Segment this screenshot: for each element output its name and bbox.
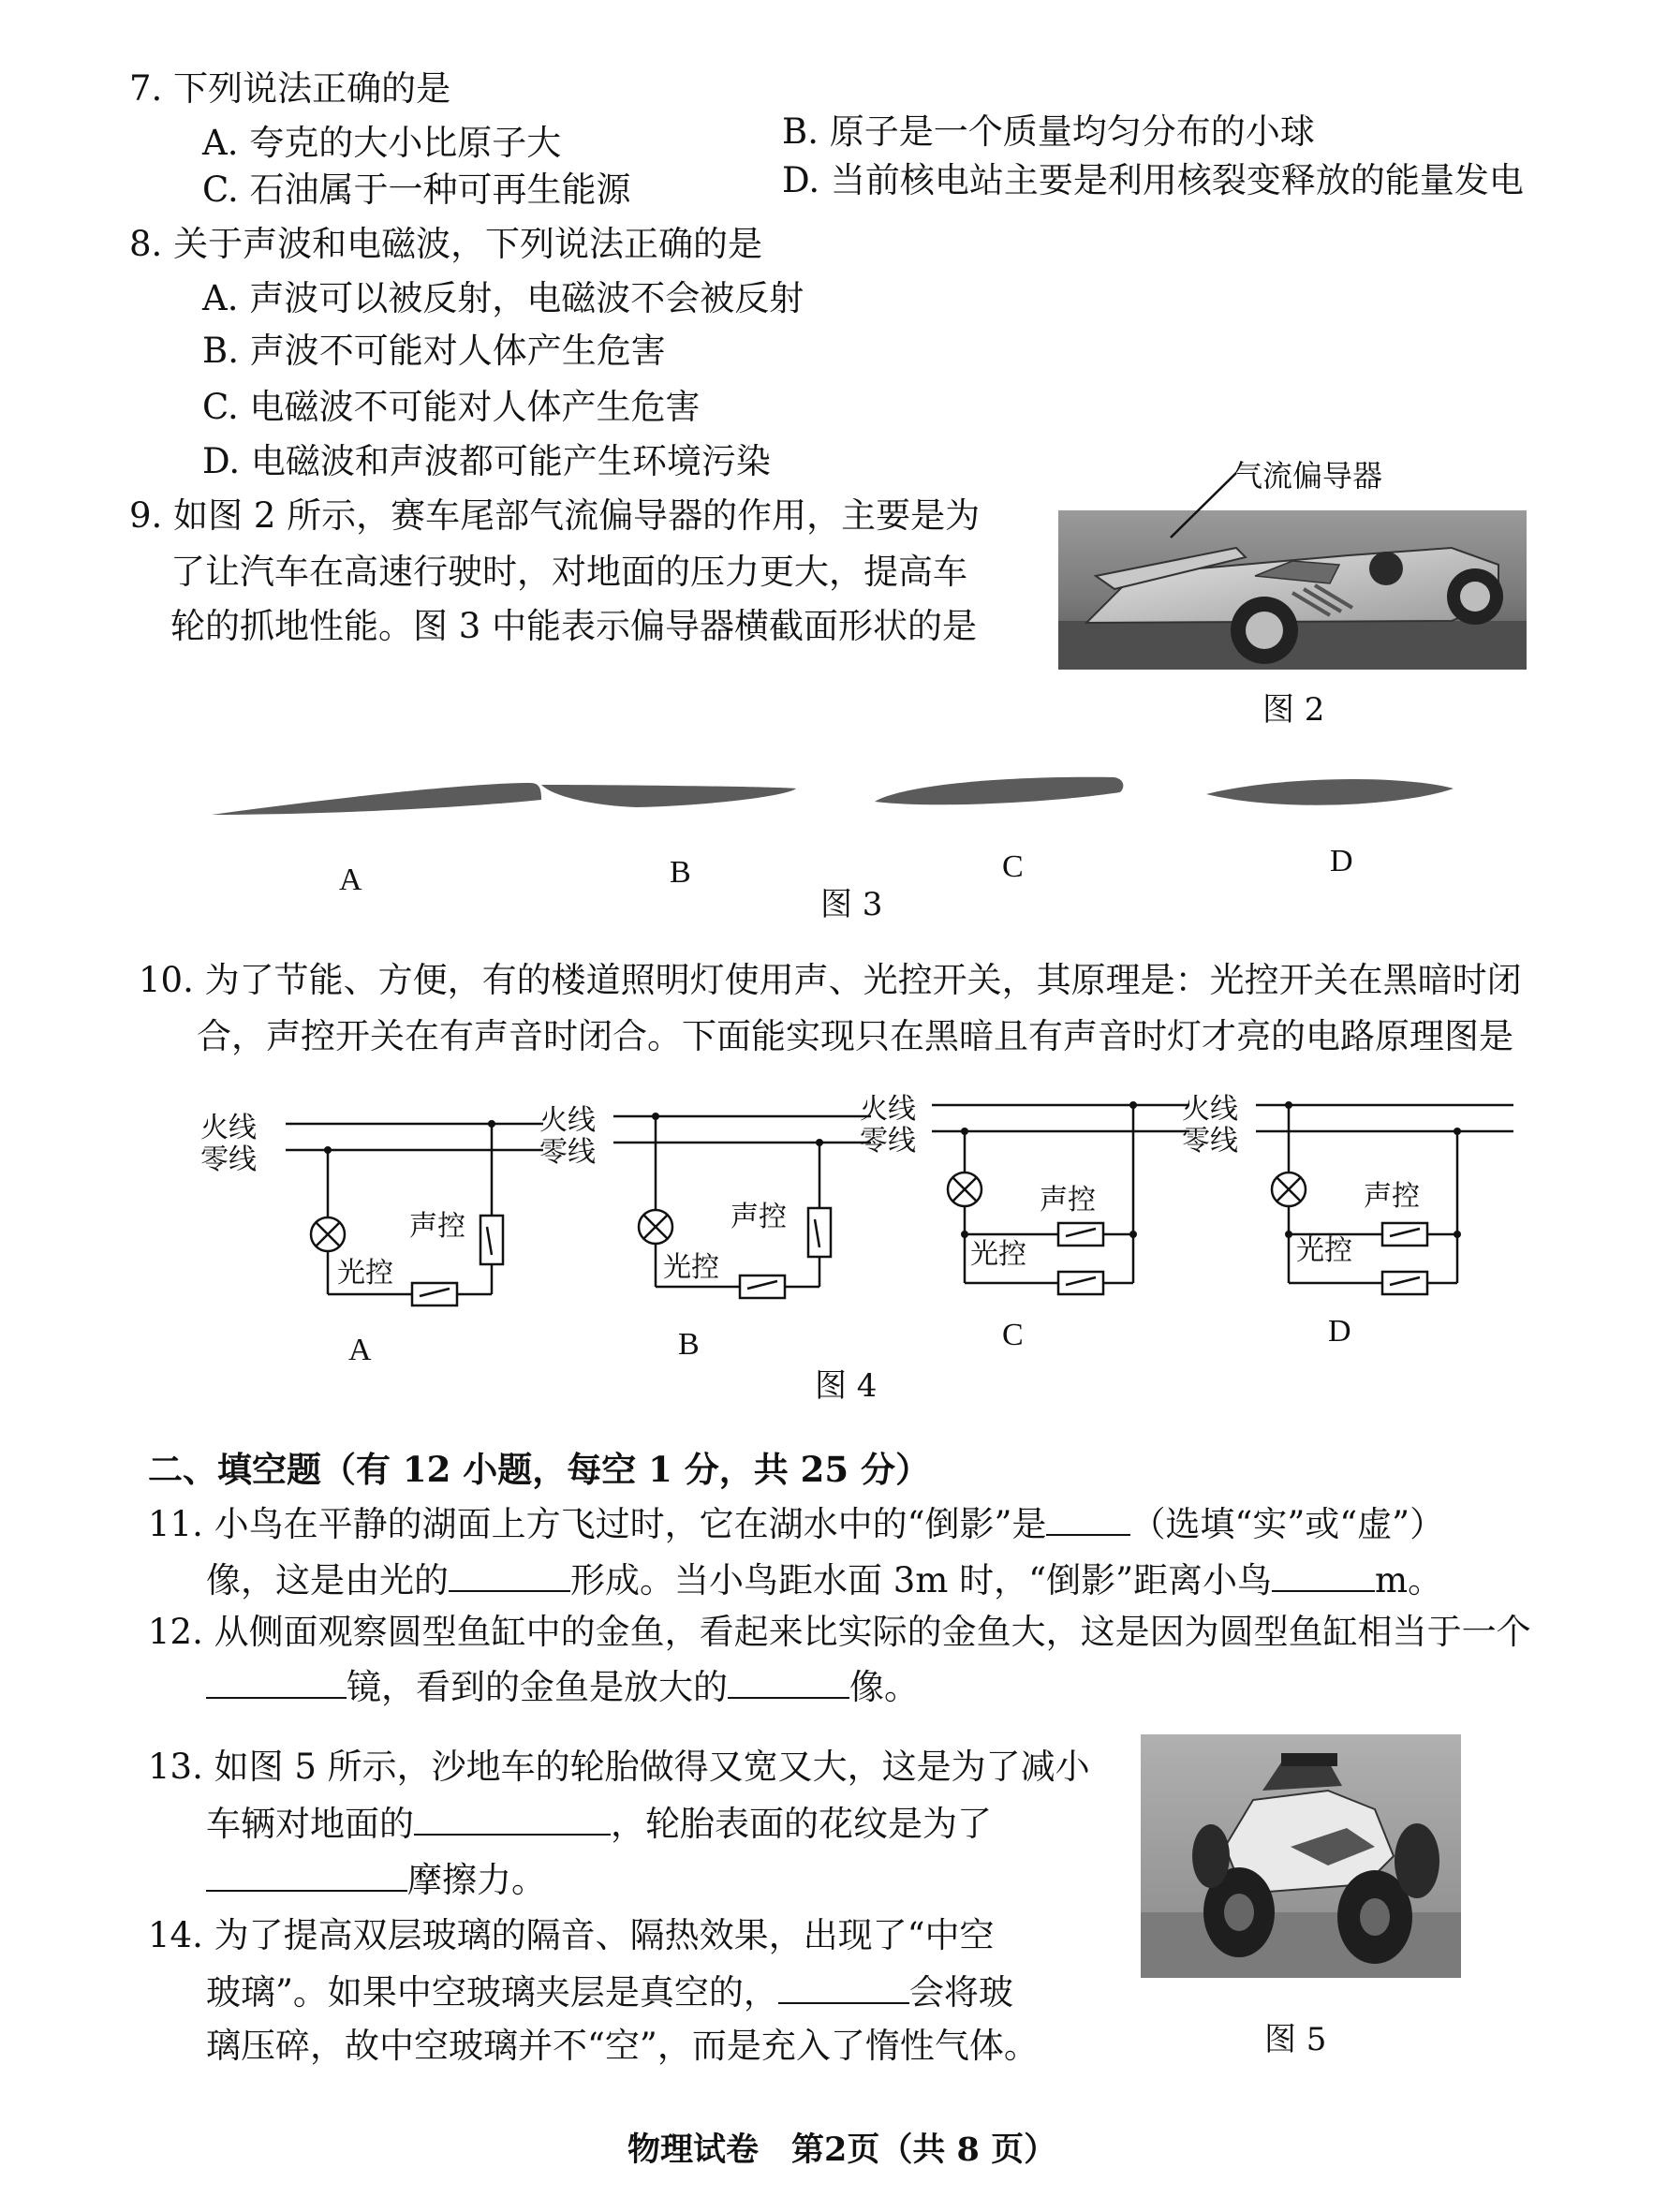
fig2-callout-pointer: [1143, 459, 1255, 543]
q13-blank-1[interactable]: [414, 1802, 611, 1836]
q12-blank-1[interactable]: [206, 1665, 347, 1699]
section2-title: 二、填空题（有 12 小题，每空 1 分，共 25 分）: [148, 1449, 931, 1490]
fig4b-live-label: 火线: [539, 1104, 596, 1137]
fig5-caption: 图 5: [1264, 2021, 1327, 2058]
fig4c-sound-label: 声控: [1040, 1184, 1096, 1217]
fig2-caption: 图 2: [1262, 691, 1325, 729]
fig3-label-b: B: [670, 855, 691, 890]
q12-blank-2[interactable]: [728, 1665, 849, 1699]
fig4a-sound-label: 声控: [409, 1210, 465, 1243]
q13-line-3: [206, 1858, 546, 1902]
page-footer: 物理试卷 第2页（共 8 页）: [627, 2131, 1057, 2169]
q14-text-2a: 玻璃”。如果中空玻璃夹层是真空的，: [206, 1972, 778, 2013]
q13-line-2: [206, 1802, 992, 1846]
fig4b-light-label: 光控: [663, 1251, 719, 1284]
q12-line-2: [206, 1665, 919, 1709]
fig4a-live-label: 火线: [200, 1112, 257, 1144]
q11-text-1b: （选填“实”或“虚”）: [1130, 1504, 1445, 1544]
fig3-airfoil-shapes: [187, 768, 1498, 852]
q12-text-2b: 像。: [849, 1667, 919, 1707]
q8-stem: 8. 关于声波和电磁波，下列说法正确的是: [129, 224, 763, 264]
q8-option-c: C. 电磁波不可能对人体产生危害: [202, 387, 701, 427]
q14-line-1: 14. 为了提高双层玻璃的隔音、隔热效果，出现了“中空: [148, 1915, 995, 1955]
q11-line-2: [206, 1558, 1442, 1602]
q8-option-d: D. 电磁波和声波都可能产生环境污染: [202, 441, 771, 481]
fig4d-live-label: 火线: [1182, 1093, 1238, 1126]
atv-illustration: [1141, 1734, 1461, 1978]
q7-option-b: B. 原子是一个质量均匀分布的小球: [782, 111, 1315, 152]
q9-line-3: 轮的抓地性能。图 3 中能表示偏导器横截面形状的是: [170, 606, 978, 646]
q12-text-2a: 镜，看到的金鱼是放大的: [347, 1667, 728, 1707]
fig4c-live-label: 火线: [860, 1093, 916, 1126]
q7-option-d: D. 当前核电站主要是利用核裂变释放的能量发电: [782, 160, 1524, 200]
q10-line-1: 10. 为了节能、方便，有的楼道照明灯使用声、光控开关，其原理是：光控开关在黑暗时闭: [139, 960, 1522, 1000]
q14-line-2: [206, 1970, 1013, 2014]
fig4a-neutral-label: 零线: [200, 1143, 257, 1176]
fig3-airfoil-a: [212, 783, 541, 815]
fig4d-neutral-label: 零线: [1182, 1125, 1238, 1158]
fig2-race-car-image: [1058, 510, 1527, 670]
fig3-label-c: C: [1002, 849, 1024, 884]
q9-line-1: 9. 如图 2 所示，赛车尾部气流偏导器的作用，主要是为: [129, 495, 981, 536]
fig4-label-d: D: [1328, 1314, 1351, 1349]
q13-text-3: 摩擦力。: [407, 1860, 546, 1900]
q10-line-2: 合，声控开关在有声音时闭合。下面能实现只在黑暗且有声音时灯才亮的电路原理图是: [197, 1016, 1513, 1056]
fig5-atv-image: [1141, 1734, 1461, 1978]
q14-line-3: 璃压碎，故中空玻璃并不“空”，而是充入了惰性气体。: [206, 2026, 1039, 2066]
q9-line-2: 了让汽车在高速行驶时，对地面的压力更大，提高车: [170, 552, 967, 592]
fig4c-light-label: 光控: [970, 1238, 1026, 1271]
fig3-caption: 图 3: [820, 886, 883, 923]
fig4-caption: 图 4: [815, 1367, 878, 1405]
q13-text-2a: 车辆对地面的: [206, 1804, 414, 1844]
q11-text-2b: 形成。当小鸟距水面 3m 时，“倒影”距离小鸟: [570, 1560, 1272, 1600]
fig3-label-d: D: [1330, 844, 1353, 878]
q7-option-c: C. 石油属于一种可再生能源: [202, 170, 631, 210]
q11-blank-3[interactable]: [1272, 1558, 1375, 1592]
q8-option-a: A. 声波可以被反射，电磁波不会被反射: [202, 278, 804, 318]
fig3-airfoil-d: [1206, 779, 1454, 805]
q13-line-1: 13. 如图 5 所示，沙地车的轮胎做得又宽又大，这是为了减小: [148, 1747, 1090, 1787]
fig4d-light-label: 光控: [1296, 1234, 1352, 1267]
fig4-label-b: B: [678, 1327, 700, 1362]
fig3-airfoil-b: [541, 785, 796, 807]
q11-line-1: [148, 1502, 1444, 1546]
fig3-airfoil-c: [875, 777, 1123, 804]
fig4d-sound-label: 声控: [1364, 1180, 1420, 1213]
fig3-label-a: A: [339, 863, 362, 897]
fig4-label-c: C: [1002, 1318, 1024, 1352]
q11-blank-2[interactable]: [449, 1558, 570, 1592]
q13-text-2b: ，轮胎表面的花纹是为了: [611, 1804, 992, 1844]
q7-stem: 7. 下列说法正确的是: [129, 68, 451, 109]
fig4c-neutral-label: 零线: [860, 1125, 916, 1158]
q11-text-2a: 像，这是由光的: [206, 1560, 449, 1600]
q8-option-b: B. 声波不可能对人体产生危害: [202, 331, 666, 371]
fig2-callout: 气流偏导器: [1232, 458, 1383, 494]
q11-blank-1[interactable]: [1046, 1502, 1130, 1536]
q14-text-2b: 会将玻: [908, 1972, 1013, 2013]
q14-blank-1[interactable]: [778, 1970, 909, 2004]
fig4b-neutral-label: 零线: [539, 1136, 596, 1169]
q7-option-a: A. 夸克的大小比原子大: [202, 123, 562, 163]
q11-text-2c: m。: [1374, 1560, 1443, 1600]
race-car-illustration: [1058, 510, 1527, 670]
fig4a-light-label: 光控: [337, 1257, 393, 1290]
q12-line-1: 12. 从侧面观察圆型鱼缸中的金鱼，看起来比实际的金鱼大，这是因为圆型鱼缸相当于一个: [148, 1612, 1531, 1652]
fig4-label-a: A: [348, 1333, 372, 1367]
q11-text-1a: 11. 小鸟在平静的湖面上方飞过时，它在湖水中的“倒影”是: [148, 1504, 1047, 1544]
fig4b-sound-label: 声控: [731, 1201, 787, 1233]
q13-blank-2[interactable]: [206, 1858, 407, 1892]
